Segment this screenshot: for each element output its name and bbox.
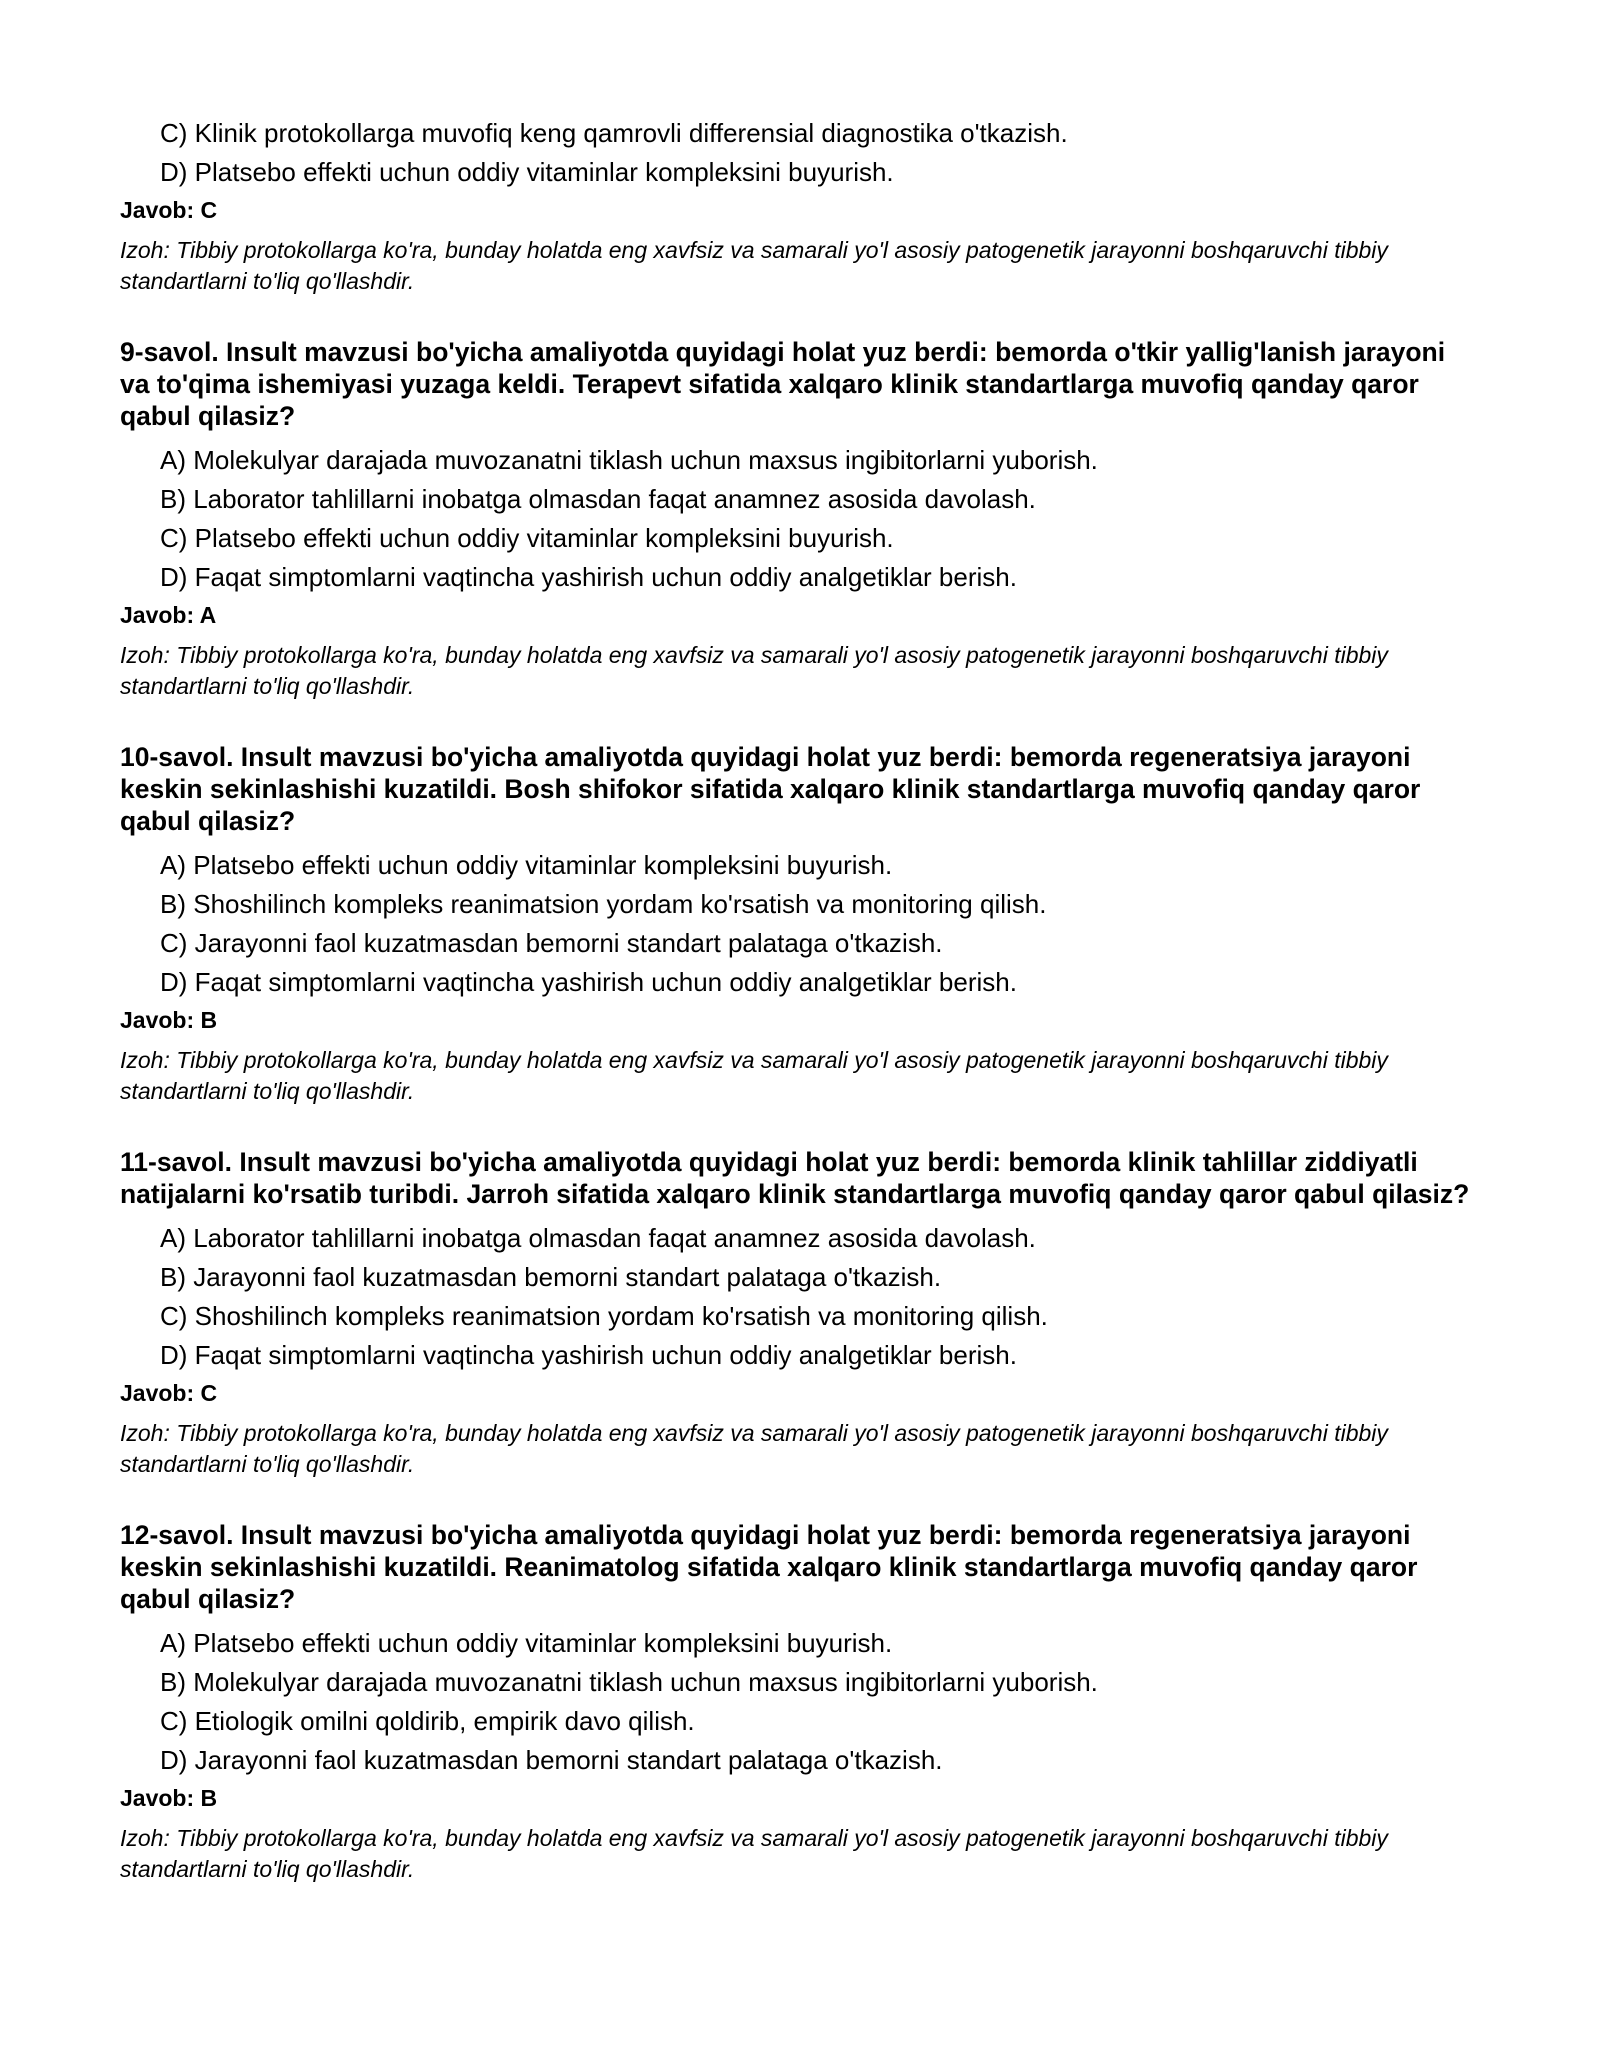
question-10 <box>120 741 1480 1107</box>
option-a: A) Molekulyar darajada muvozanatni tiklash uchun maxsus ingibitorlarni yuborish. <box>160 445 1098 475</box>
option-c: C) Jarayonni faol kuzatmasdan bemorni standart palataga o'tkazish. <box>160 928 943 958</box>
question-11 <box>120 1146 1480 1480</box>
carryover-options <box>120 118 1480 187</box>
question-title: 11-savol. Insult mavzusi bo'yicha amaliyotda quyidagi holat yuz berdi: bemorda klinik tahlillar ziddiyatli natijalarni ko'rsatib turibdi. Jarroh sifatida xalqaro klinik standartlarga muvofiq qanday qaror qabul qilasiz? <box>120 1147 1470 1209</box>
option-d: D) Platsebo effekti uchun oddiy vitaminlar kompleksini buyurish. <box>160 157 894 187</box>
option-c: C) Etiologik omilni qoldirib, empirik davo qilish. <box>160 1706 695 1736</box>
question-options <box>120 445 1480 592</box>
question-9 <box>120 336 1480 702</box>
answer-label: Javob: A <box>120 602 217 628</box>
option-d: D) Faqat simptomlarni vaqtincha yashirish uchun oddiy analgetiklar berish. <box>160 1340 1017 1370</box>
answer-label: Javob: B <box>120 1007 218 1033</box>
explanation-note: Izoh: Tibbiy protokollarga ko'ra, bunday holatda eng xavfsiz va samarali yo'l asosiy patogenetik jarayonni boshqaruvchi tibbiy standartlarni to'liq qo'llashdir. <box>120 642 1388 699</box>
question-title: 10-savol. Insult mavzusi bo'yicha amaliyotda quyidagi holat yuz berdi: bemorda regeneratsiya jarayoni keskin sekinlashishi kuzatildi. Bosh shifokor sifatida xalqaro klinik standartlarga muvofiq qanday qaror qabul qilasiz? <box>120 742 1421 836</box>
option-a: A) Laborator tahlillarni inobatga olmasdan faqat anamnez asosida davolash. <box>160 1223 1036 1253</box>
answer-label: Javob: B <box>120 1785 218 1811</box>
question-options <box>120 1223 1480 1370</box>
option-b: B) Jarayonni faol kuzatmasdan bemorni standart palataga o'tkazish. <box>160 1262 942 1292</box>
option-b: B) Molekulyar darajada muvozanatni tiklash uchun maxsus ingibitorlarni yuborish. <box>160 1667 1098 1697</box>
question-options <box>120 1628 1480 1775</box>
option-c: C) Klinik protokollarga muvofiq keng qamrovli differensial diagnostika o'tkazish. <box>160 118 1068 148</box>
option-d: D) Faqat simptomlarni vaqtincha yashirish uchun oddiy analgetiklar berish. <box>160 967 1017 997</box>
question-title: 9-savol. Insult mavzusi bo'yicha amaliyotda quyidagi holat yuz berdi: bemorda o'tkir yallig'lanish jarayoni va to'qima ishemiyasi yuzaga keldi. Terapevt sifatida xalqaro klinik standartlarga muvofiq qanday qaror qabul qilasiz? <box>120 337 1446 431</box>
option-b: B) Laborator tahlillarni inobatga olmasdan faqat anamnez asosida davolash. <box>160 484 1036 514</box>
question-12 <box>120 1519 1480 1885</box>
option-c: C) Shoshilinch kompleks reanimatsion yordam ko'rsatish va monitoring qilish. <box>160 1301 1048 1331</box>
explanation-note: Izoh: Tibbiy protokollarga ko'ra, bunday holatda eng xavfsiz va samarali yo'l asosiy patogenetik jarayonni boshqaruvchi tibbiy standartlarni to'liq qo'llashdir. <box>120 237 1388 294</box>
question-options <box>120 850 1480 997</box>
explanation-note: Izoh: Tibbiy protokollarga ko'ra, bunday holatda eng xavfsiz va samarali yo'l asosiy patogenetik jarayonni boshqaruvchi tibbiy standartlarni to'liq qo'llashdir. <box>120 1047 1388 1104</box>
explanation-note: Izoh: Tibbiy protokollarga ko'ra, bunday holatda eng xavfsiz va samarali yo'l asosiy patogenetik jarayonni boshqaruvchi tibbiy standartlarni to'liq qo'llashdir. <box>120 1825 1388 1882</box>
option-a: A) Platsebo effekti uchun oddiy vitaminlar kompleksini buyurish. <box>160 850 893 880</box>
option-d: D) Jarayonni faol kuzatmasdan bemorni standart palataga o'tkazish. <box>160 1745 943 1775</box>
question-title: 12-savol. Insult mavzusi bo'yicha amaliyotda quyidagi holat yuz berdi: bemorda regeneratsiya jarayoni keskin sekinlashishi kuzatildi. Reanimatolog sifatida xalqaro klinik standartlarga muvofiq qanday qaror qabul qilasiz? <box>120 1520 1418 1614</box>
answer-label: Javob: C <box>120 1380 218 1406</box>
answer-label: Javob: C <box>120 197 218 223</box>
option-a: A) Platsebo effekti uchun oddiy vitaminlar kompleksini buyurish. <box>160 1628 893 1658</box>
carryover-block <box>120 118 1480 297</box>
document-page <box>120 118 1480 1885</box>
explanation-note: Izoh: Tibbiy protokollarga ko'ra, bunday holatda eng xavfsiz va samarali yo'l asosiy patogenetik jarayonni boshqaruvchi tibbiy standartlarni to'liq qo'llashdir. <box>120 1420 1388 1477</box>
option-c: C) Platsebo effekti uchun oddiy vitaminlar kompleksini buyurish. <box>160 523 894 553</box>
option-b: B) Shoshilinch kompleks reanimatsion yordam ko'rsatish va monitoring qilish. <box>160 889 1047 919</box>
option-d: D) Faqat simptomlarni vaqtincha yashirish uchun oddiy analgetiklar berish. <box>160 562 1017 592</box>
